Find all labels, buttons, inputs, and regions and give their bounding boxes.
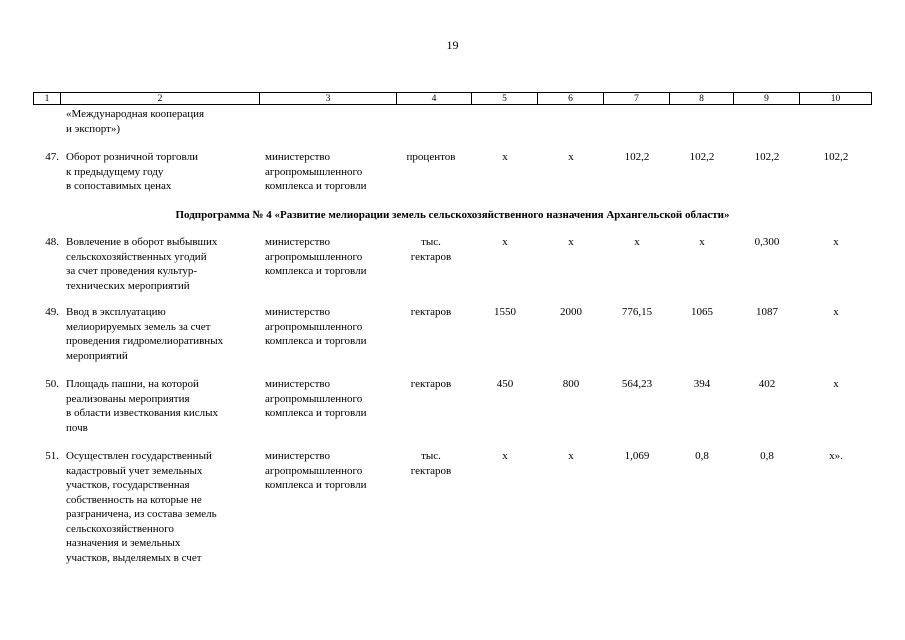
row-47-num: 47. xyxy=(45,151,59,163)
row-50-v10: х xyxy=(833,378,839,390)
row-49-num: 49. xyxy=(45,306,59,318)
row-49-v8: 1065 xyxy=(691,306,713,318)
row-50-v9: 402 xyxy=(758,378,776,390)
header-col-1: 1 xyxy=(34,93,61,104)
row-47-v6: х xyxy=(568,151,574,163)
header-col-6: 6 xyxy=(538,93,604,104)
row-49-v10: х xyxy=(833,306,839,318)
header-col-9: 9 xyxy=(734,93,800,104)
header-col-8: 8 xyxy=(670,93,734,104)
header-col-4: 4 xyxy=(397,93,472,104)
row-50-v6: 800 xyxy=(562,378,580,390)
row-48-name: Вовлечение в оборот выбывших сельскохозяйственных угодий за счет проведения культур- технических мероприятий xyxy=(66,236,218,292)
row-50-v7: 564,23 xyxy=(621,378,653,390)
continued-text: «Международная кооперация и экспорт») xyxy=(66,108,205,135)
row-47-v9: 102,2 xyxy=(754,151,780,163)
row-49-v5: 1550 xyxy=(494,306,516,318)
row-51-executor: министерство агропромышленного комплекса и торговли xyxy=(265,450,367,491)
row-49-v9: 1087 xyxy=(756,306,778,318)
row-50-executor: министерство агропромышленного комплекса и торговли xyxy=(265,378,367,419)
row-51-num: 51. xyxy=(45,450,59,462)
row-47-v10: 102,2 xyxy=(823,151,849,163)
row-47-v5: х xyxy=(502,151,508,163)
row-48-v7: х xyxy=(634,236,640,248)
row-51-v6: х xyxy=(568,450,574,462)
row-49-executor: министерство агропромышленного комплекса и торговли xyxy=(265,306,367,347)
row-48-v5: х xyxy=(502,236,508,248)
row-50-name: Площадь пашни, на которой реализованы мероприятия в области известкования кислых почв xyxy=(66,378,218,434)
row-48-v9: 0,300 xyxy=(754,236,780,248)
header-col-2: 2 xyxy=(61,93,260,104)
row-50-unit: гектаров xyxy=(410,378,452,390)
header-col-10: 10 xyxy=(830,94,841,104)
row-51-v10: х». xyxy=(829,450,843,462)
row-48-num: 48. xyxy=(45,236,59,248)
row-47-unit: процентов xyxy=(406,151,456,163)
row-48-v6: х xyxy=(568,236,574,248)
row-49-name: Ввод в эксплуатацию мелиорируемых земель за счет проведения гидромелиоративных мероприятий xyxy=(66,306,224,362)
row-48-v8: х xyxy=(699,236,705,248)
row-48-v10: х xyxy=(833,236,839,248)
row-51-v5: х xyxy=(502,450,508,462)
row-51-name: Осуществлен государственный кадастровый учет земельных участков, государственная собственность на которые не разграничена, из состава земель сельскохозяйственного назначения и земельных участков, выделяемых в счет xyxy=(66,450,217,564)
row-50-v8: 394 xyxy=(693,378,711,390)
row-50-num: 50. xyxy=(45,378,59,390)
row-50-v5: 450 xyxy=(496,378,514,390)
row-51-unit: тыс. гектаров xyxy=(410,450,452,477)
row-49-unit: гектаров xyxy=(410,306,452,318)
row-48-unit: тыс. гектаров xyxy=(410,236,452,263)
subprogram-title: Подпрограмма № 4 «Развитие мелиорации земель сельскохозяйственного назначения Архангельской области» xyxy=(175,209,730,221)
header-col-7: 7 xyxy=(604,93,670,104)
page-number: 19 xyxy=(446,38,459,52)
row-49-v7: 776,15 xyxy=(621,306,653,318)
row-47-v7: 102,2 xyxy=(624,151,650,163)
header-col-5: 5 xyxy=(472,93,538,104)
row-51-v8: 0,8 xyxy=(695,450,709,462)
row-49-v6: 2000 xyxy=(560,306,582,318)
row-51-v7: 1,069 xyxy=(624,450,650,462)
table-header xyxy=(33,92,872,105)
row-47-v8: 102,2 xyxy=(689,151,715,163)
row-48-executor: министерство агропромышленного комплекса и торговли xyxy=(265,236,367,277)
row-47-name: Оборот розничной торговли к предыдущему году в сопоставимых ценах xyxy=(66,151,198,192)
header-col-3: 3 xyxy=(260,93,397,104)
row-47-executor: министерство агропромышленного комплекса и торговли xyxy=(265,151,367,192)
row-51-v9: 0,8 xyxy=(760,450,774,462)
